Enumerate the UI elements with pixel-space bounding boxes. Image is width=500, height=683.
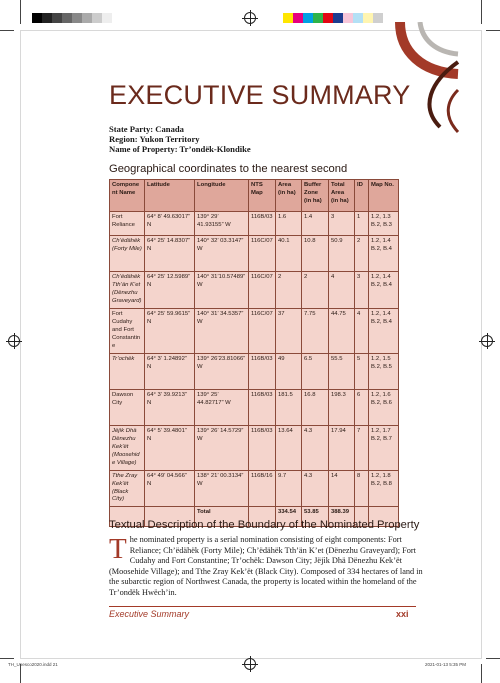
buffer-zone-cell: 4.3	[302, 470, 329, 507]
latitude-cell: 64° 3’ 1.24892” N	[145, 353, 195, 389]
area-cell: 2	[276, 272, 302, 309]
latitude-cell: 64° 25’ 12.5989” N	[145, 272, 195, 309]
buffer-zone-cell: 7.75	[302, 308, 329, 353]
area-cell: 1.6	[276, 212, 302, 236]
component-name-cell: Jëjìk Dhä Dënezhu Kek’ët (Moosehide Village)	[110, 425, 145, 470]
table-row	[110, 353, 399, 389]
paragraph-text: he nominated property is a serial nomination consisting of eight components: Fort Reliance; Ch’ëdähëk (Forty Mile); Ch’ëdähëk Tth’än K’et (Dënezhu Graveyard); Fort Cudahy and Fort Constantine; Tr’ochëk: Dawson City; Jëjìk Dhä Dënezhu Kek’ët (Moosehide Village); and Tthe Zray Kek’ët (Black City). Composed of 334 hectares of land in the subarctic region of Northwest Canada, the property is located within the homeland of the Tr’ondëk Hwëch’in.	[109, 535, 423, 597]
total-area-cell: 44.75	[329, 308, 355, 353]
map-no-cell: 1.2, 1.4 B.2, B.4	[369, 272, 399, 309]
id-cell: 1	[355, 212, 369, 236]
table-row	[110, 425, 399, 470]
map-no-cell: 1.2, 1.4 B.2, B.4	[369, 236, 399, 272]
longitude-cell: 139° 26’ 14.5729” W	[195, 425, 249, 470]
map-no-cell: 1.2, 1.6 B.2, B.6	[369, 389, 399, 425]
nts-map-cell: 116C/07	[249, 308, 276, 353]
total-area-cell: 17.94	[329, 425, 355, 470]
latitude-cell: 64° 3’ 39.9213” N	[145, 389, 195, 425]
latitude-cell: 64° 25’ 59.9615” N	[145, 308, 195, 353]
geo-coordinates-heading: Geographical coordinates to the nearest second	[109, 163, 348, 175]
map-no-cell: 1.2, 1.7 B.2, B.7	[369, 425, 399, 470]
map-no-cell: 1.2, 1.8 B.2, B.8	[369, 470, 399, 507]
total-area-cell: 198.3	[329, 389, 355, 425]
totals-label: Total	[195, 507, 249, 527]
table-row	[110, 236, 399, 272]
id-cell: 3	[355, 272, 369, 309]
column-header: ID	[355, 180, 369, 212]
buffer-zone-cell: 2	[302, 272, 329, 309]
component-name-cell: Ch’ëdähëk (Forty Mile)	[110, 236, 145, 272]
drop-cap: T	[109, 533, 127, 565]
id-cell: 6	[355, 389, 369, 425]
area-cell: 49	[276, 353, 302, 389]
id-cell: 4	[355, 308, 369, 353]
area-cell: 181.5	[276, 389, 302, 425]
component-name-cell: Ch’ëdähëk Tth’än K’et (Dënezhu Graveyard)	[110, 272, 145, 309]
total-area-cell: 14	[329, 470, 355, 507]
column-header: Total Area (in ha)	[329, 180, 355, 212]
boundary-description-paragraph	[109, 535, 429, 599]
map-no-cell: 1.2, 1.5 B.2, B.5	[369, 353, 399, 389]
latitude-cell: 64° 49’ 04.566” N	[145, 470, 195, 507]
area-cell: 37	[276, 308, 302, 353]
buffer-zone-cell: 1.4	[302, 212, 329, 236]
column-header: Area (in ha)	[276, 180, 302, 212]
crop-mark	[486, 658, 500, 659]
longitude-cell: 139° 26’23.81066” W	[195, 353, 249, 389]
boundary-description-heading: Textual Description of the Boundary of the Nominated Property	[109, 519, 420, 531]
crop-mark	[0, 30, 14, 31]
buffer-zone-cell: 10.8	[302, 236, 329, 272]
total-area-sum: 334.54	[276, 507, 302, 527]
nts-map-cell: 116C/07	[249, 272, 276, 309]
id-cell: 2	[355, 236, 369, 272]
column-header: Latitude	[145, 180, 195, 212]
column-header: Longitude	[195, 180, 249, 212]
column-header: NTS Map	[249, 180, 276, 212]
longitude-cell: 140° 32’ 03.3147” W	[195, 236, 249, 272]
grayscale-calibration-bar	[32, 13, 112, 23]
latitude-cell: 64° 25’ 14.8307” N	[145, 236, 195, 272]
longitude-cell: 139° 29’ 41.93155” W	[195, 212, 249, 236]
nts-map-cell: 116B/16	[249, 470, 276, 507]
total-combined-sum: 388.39	[329, 507, 355, 527]
component-name-cell: Tr’ochëk	[110, 353, 145, 389]
page-number: xxi	[396, 609, 409, 619]
table-row	[110, 272, 399, 309]
component-name-cell: Fort Reliance	[110, 212, 145, 236]
table-row	[110, 470, 399, 507]
id-cell: 7	[355, 425, 369, 470]
nts-map-cell: 116B/03	[249, 389, 276, 425]
column-header: Component Name	[110, 180, 145, 212]
component-name-cell: Fort Cudahy and Fort Constantine	[110, 308, 145, 353]
crop-mark	[0, 658, 14, 659]
property-name-line: Name of Property: Tr’ondëk-Klondike	[109, 144, 251, 154]
column-header: Map No.	[369, 180, 399, 212]
buffer-zone-cell: 4.3	[302, 425, 329, 470]
longitude-cell: 140° 31’10.57489” W	[195, 272, 249, 309]
print-slug-filename: TH_Unesco2020.indd 21	[8, 662, 58, 667]
longitude-cell: 138° 21’ 00.3134” W	[195, 470, 249, 507]
table-row	[110, 308, 399, 353]
area-cell: 13.64	[276, 425, 302, 470]
nts-map-cell: 116C/07	[249, 236, 276, 272]
total-buffer-sum: 53.85	[302, 507, 329, 527]
buffer-zone-cell: 16.8	[302, 389, 329, 425]
table-header-row	[110, 180, 399, 212]
latitude-cell: 64° 8’ 49.63017” N	[145, 212, 195, 236]
total-area-cell: 4	[329, 272, 355, 309]
total-area-cell: 55.5	[329, 353, 355, 389]
area-cell: 40.1	[276, 236, 302, 272]
latitude-cell: 64° 5’ 39.4801” N	[145, 425, 195, 470]
crop-mark	[481, 664, 482, 683]
area-cell: 9.7	[276, 470, 302, 507]
registration-mark-right	[481, 335, 493, 347]
crop-mark	[481, 0, 482, 24]
table-row	[110, 212, 399, 236]
id-cell: 5	[355, 353, 369, 389]
page-title: EXECUTIVE SUMMARY	[109, 80, 411, 110]
registration-mark-top	[244, 12, 256, 24]
component-name-cell: Dawson City	[110, 389, 145, 425]
nts-map-cell: 116B/03	[249, 212, 276, 236]
column-header: Buffer Zone (in ha)	[302, 180, 329, 212]
state-party-line: State Party: Canada	[109, 124, 184, 134]
nts-map-cell: 116B/03	[249, 353, 276, 389]
region-line: Region: Yukon Territory	[109, 134, 200, 144]
map-no-cell: 1.2, 1.3 B.2, B.3	[369, 212, 399, 236]
coordinates-table	[109, 179, 399, 527]
total-area-cell: 3	[329, 212, 355, 236]
component-name-cell: Tthe Zray Kek’ët (Black City)	[110, 470, 145, 507]
longitude-cell: 139° 25’ 44.82717” W	[195, 389, 249, 425]
table-row	[110, 389, 399, 425]
total-area-cell: 50.9	[329, 236, 355, 272]
id-cell: 8	[355, 470, 369, 507]
crop-mark	[486, 30, 500, 31]
longitude-cell: 140° 31’ 34.5357” W	[195, 308, 249, 353]
registration-mark-left	[8, 335, 20, 347]
registration-mark-bottom	[244, 658, 256, 670]
footer-section-title: Executive Summary	[109, 609, 190, 619]
nts-map-cell: 116B/03	[249, 425, 276, 470]
print-slug-timestamp: 2021-01-13 5:35 PM	[425, 662, 467, 667]
buffer-zone-cell: 6.5	[302, 353, 329, 389]
crop-mark	[20, 0, 21, 24]
map-no-cell: 1.2, 1.4 B.2, B.4	[369, 308, 399, 353]
footer-rule	[109, 606, 416, 607]
